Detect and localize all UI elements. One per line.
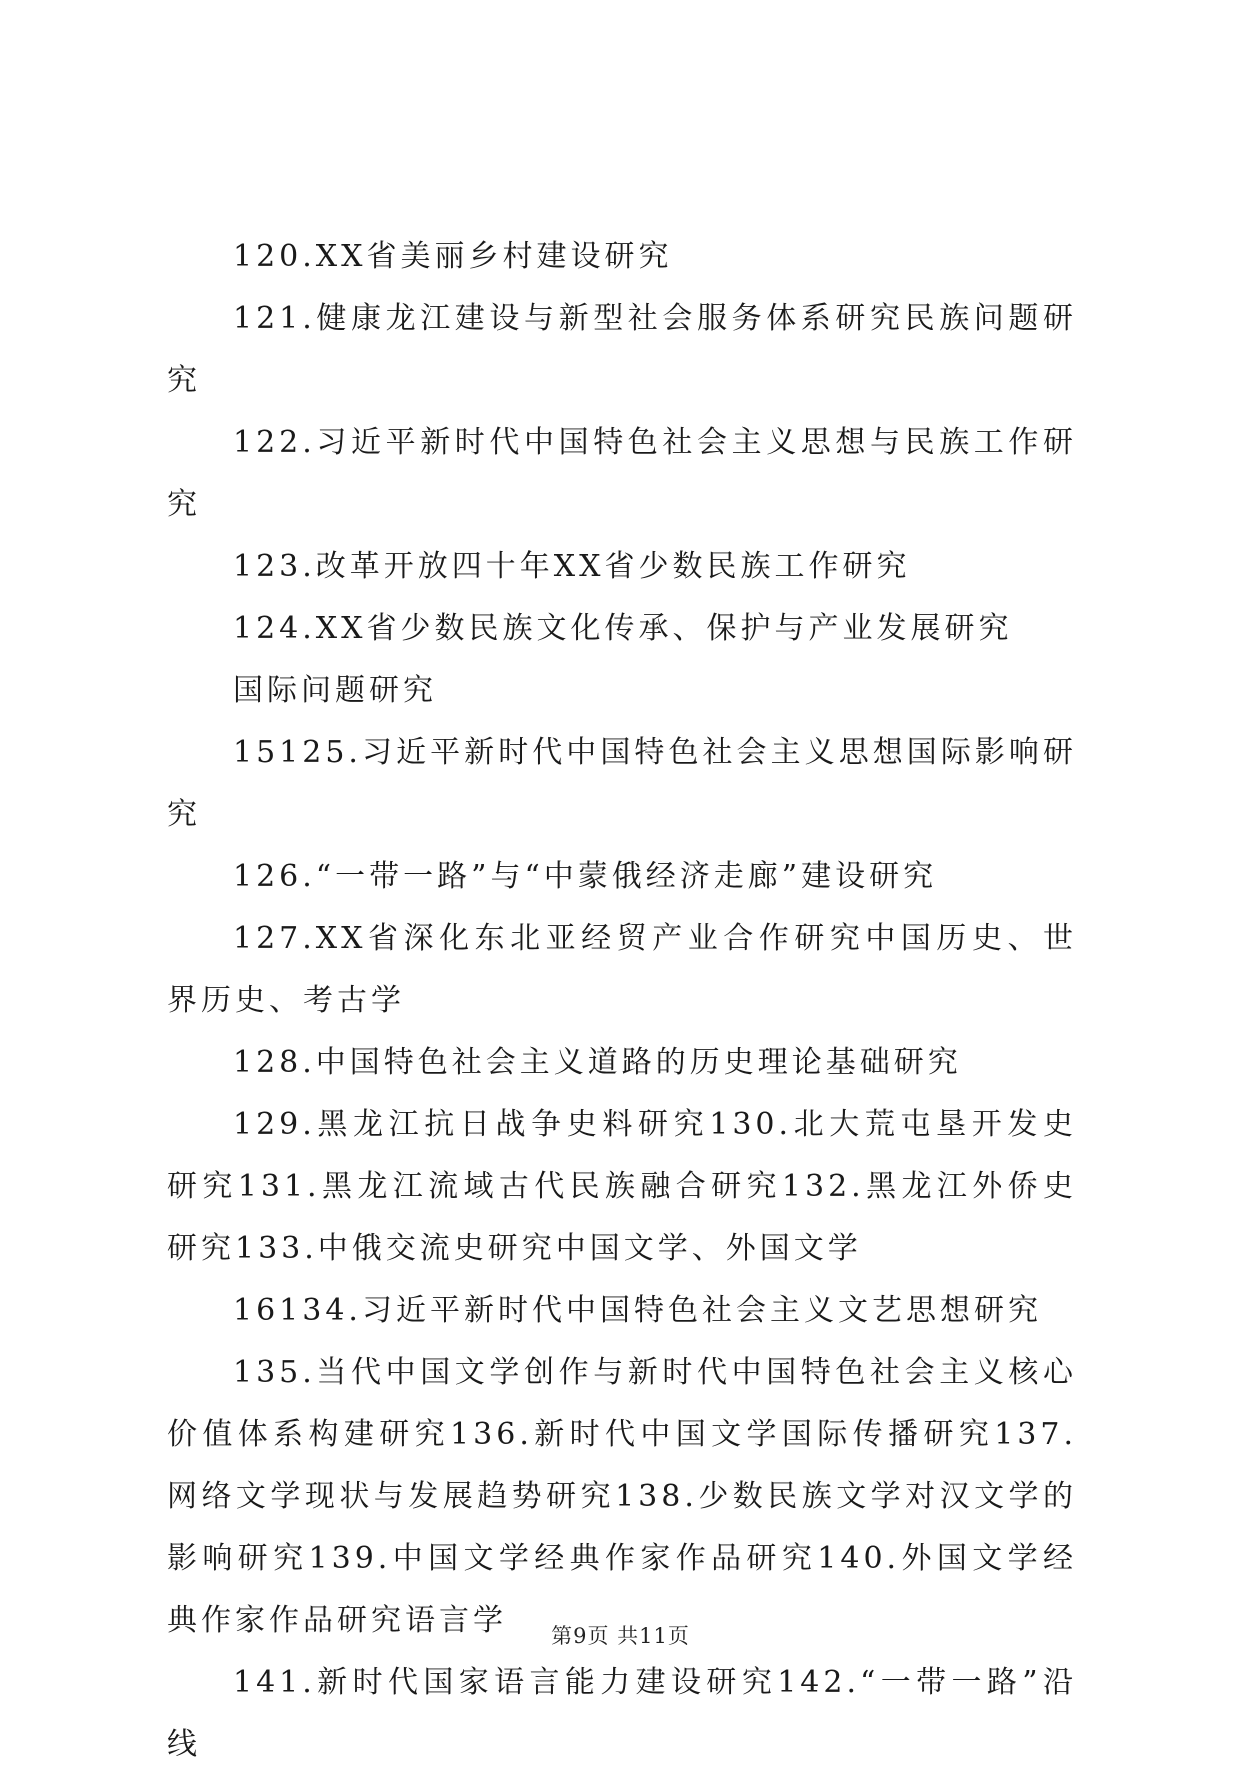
paragraph-126: 126.“一带一路”与“中蒙俄经济走廊”建设研究 (233, 859, 938, 894)
paragraph-123: 123.改革开放四十年XX省少数民族工作研究 (233, 549, 911, 584)
paragraph-135-140: 135.当代中国文学创作与新时代中国特色社会主义核心价值体系构建研究136.新时代中国文学国际传播研究137.网络文学现状与发展趋势研究138.少数民族文学对汉文学的影响研究139.中国文学经典作家作品研究140.外国文学经典作家作品研究语言学 (167, 1355, 1077, 1638)
paragraph-121: 121.健康龙江建设与新型社会服务体系研究民族问题研究 (167, 301, 1077, 398)
document-body (167, 226, 1077, 1776)
paragraph-141-142: 141.新时代国家语言能力建设研究142.“一带一路”沿线 (167, 1665, 1077, 1762)
page-footer: 第9页 共11页 (551, 1624, 690, 1648)
paragraph-127: 127.XX省深化东北亚经贸产业合作研究中国历史、世界历史、考古学 (167, 921, 1077, 1018)
paragraph-128: 128.中国特色社会主义道路的历史理论基础研究 (233, 1045, 962, 1080)
paragraph-134: 16134.习近平新时代中国特色社会主义文艺思想研究 (233, 1293, 1042, 1328)
paragraph-129-133: 129.黑龙江抗日战争史料研究130.北大荒屯垦开发史研究131.黑龙江流域古代民族融合研究132.黑龙江外侨史研究133.中俄交流史研究中国文学、外国文学 (167, 1107, 1077, 1266)
paragraph-120: 120.XX省美丽乡村建设研究 (233, 239, 673, 274)
paragraph-124: 124.XX省少数民族文化传承、保护与产业发展研究 (233, 611, 1013, 646)
paragraph-125: 15125.习近平新时代中国特色社会主义思想国际影响研究 (167, 735, 1077, 832)
section-heading-international: 国际问题研究 (233, 673, 437, 708)
paragraph-122: 122.习近平新时代中国特色社会主义思想与民族工作研究 (167, 425, 1077, 522)
